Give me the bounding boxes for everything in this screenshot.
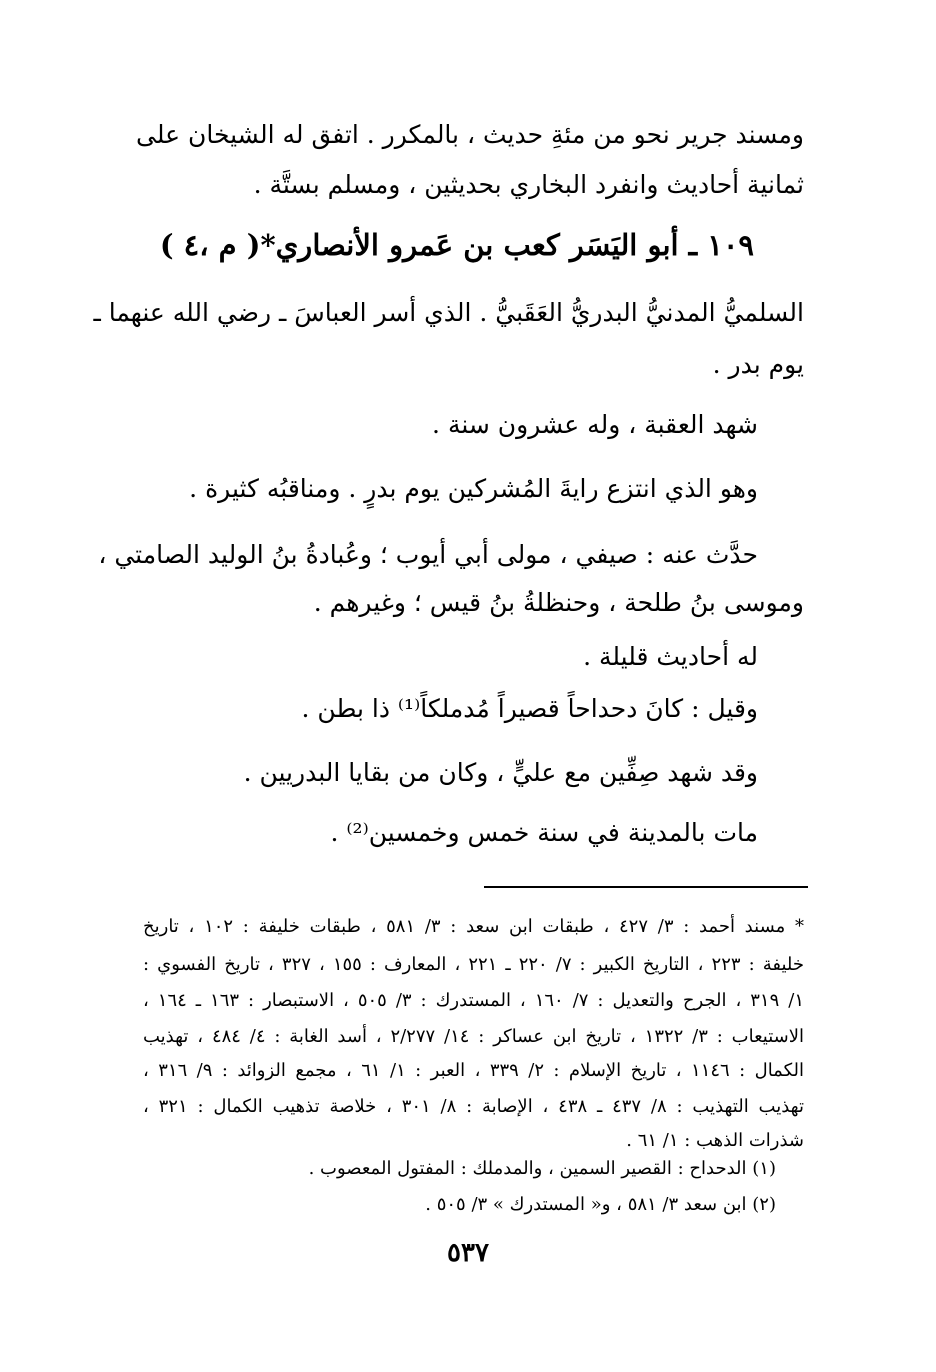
paragraph-death: مات بالمدينة في سنة خمس وخمسين⁽²⁾ . [330, 818, 758, 847]
paragraph-hadith-count: له أحاديث قليلة . [583, 642, 758, 671]
sources-line-6: تهذيب التهذيب : ٨/ ٤٣٧ ـ ٤٣٨ ، الإصابة : ٨/ ٣٠١ ، خلاصة تذهيب الكمال : ٣٢١ ، [143, 1096, 804, 1117]
lineage-line-1: السلميُّ المدنيُّ البدريُّ العَقَبيُّ . الذي أسر العباسَ ـ رضي الله عنهما ـ [93, 298, 804, 327]
page-number: ٥٣٧ [447, 1238, 489, 1268]
sources-line-3: ١/ ٣١٩ ، الجرح والتعديل : ٧/ ١٦٠ ، المستدرك : ٣/ ٥٠٥ ، الاستبصار : ١٦٣ ـ ١٦٤ ، [143, 990, 804, 1011]
entry-title: ١٠٩ ـ أبو اليَسَر كعب بن عَمرو الأنصاري*( م ،٤ ) [159, 228, 754, 262]
narrators-line-2: وموسى بنُ طلحة ، وحنظلةُ بنُ قيس ؛ وغيرهم . [313, 588, 804, 617]
paragraph-aqaba: شهد العقبة ، وله عشرون سنة . [432, 410, 758, 439]
sources-line-1: * مسند أحمد : ٣/ ٤٢٧ ، طبقات ابن سعد : ٣/ ٥٨١ ، طبقات خليفة : ١٠٢ ، تاريخ [143, 916, 804, 937]
lineage-line-2: يوم بدر . [712, 350, 804, 379]
sources-line-7: شذرات الذهب : ١/ ٦١ . [626, 1130, 804, 1151]
paragraph-banner: وهو الذي انتزع رايةَ المُشركين يوم بدرٍ . ومناقبُه كثيرة . [189, 474, 758, 503]
footnote-1: (١) الدحداح : القصير السمين ، والمدملك : المفتول المعصوب . [308, 1158, 776, 1179]
sources-line-2: خليفة : ٢٢٣ ، التاريخ الكبير : ٧/ ٢٢٠ ـ ٢٢١ ، المعارف : ١٥٥ ، ٣٢٧ ، تاريخ الفسوي : [143, 954, 804, 975]
sources-line-5: الكمال : ١١٤٦ ، تاريخ الإسلام : ٢/ ٣٣٩ ، العبر : ١/ ٦١ ، مجمع الزوائد : ٩/ ٣١٦ ، [143, 1060, 805, 1081]
paragraph-siffin: وقد شهد صِفِّين مع عليٍّ ، وكان من بقايا البدريين . [243, 758, 758, 787]
footnote-2: (٢) ابن سعد ٣/ ٥٨١ ، و« المستدرك » ٣/ ٥٠٥ . [425, 1194, 776, 1215]
paragraph-description: وقيل : كانَ دحداحاً قصيراً مُدملكاً⁽¹⁾ ذا بطن . [301, 694, 758, 723]
narrators-line-1: حدَّث عنه : صيفي ، مولى أبي أيوب ؛ وعُبادةُ بنُ الوليد الصامتي ، [98, 540, 758, 569]
footnote-separator [484, 886, 808, 888]
intro-line-2: ثمانية أحاديث وانفرد البخاري بحديثين ، ومسلم بستَّة . [253, 170, 804, 199]
intro-line-1: ومسند جرير نحو من مئةِ حديث ، بالمكرر . اتفق له الشيخان على [136, 120, 804, 149]
sources-line-4: الاستيعاب : ٣/ ١٣٢٢ ، تاريخ ابن عساكر : ١٤/ ٢/٢٧٧ ، أسد الغابة : ٤/ ٤٨٤ ، تهذيب [143, 1026, 804, 1047]
